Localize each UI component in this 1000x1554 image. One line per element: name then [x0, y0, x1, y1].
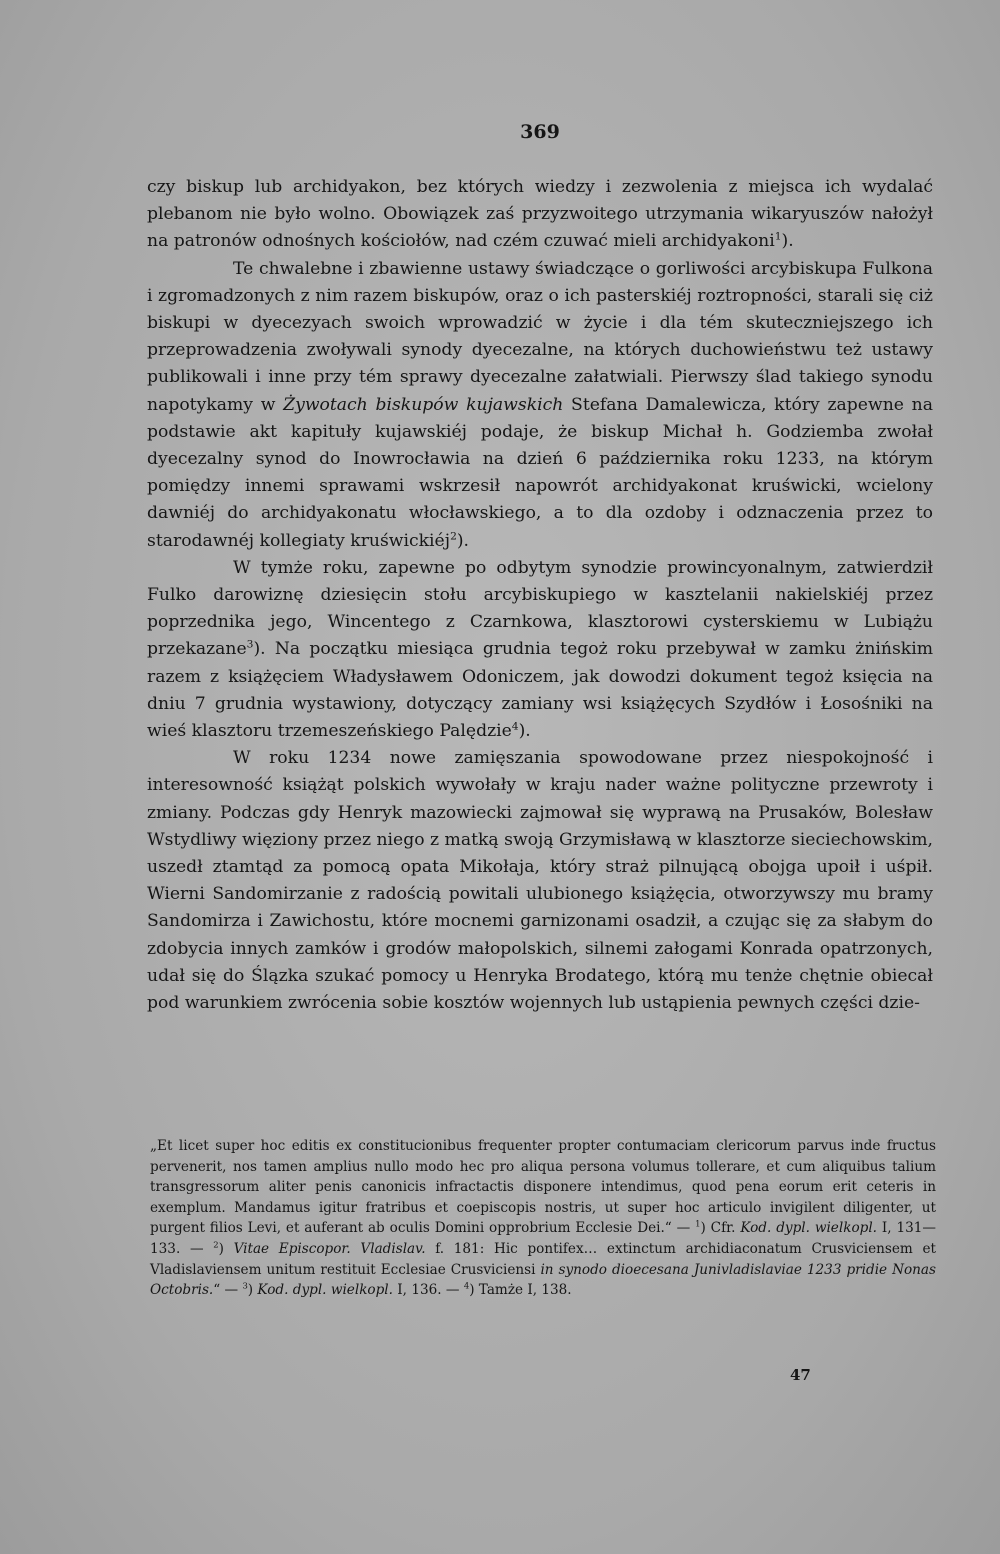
- footnote-1: [150, 1136, 936, 1301]
- paragraph-3: [147, 555, 933, 745]
- text-run: ).: [456, 530, 470, 551]
- footnote-marker: 2: [213, 1239, 219, 1250]
- text-run: I, 136. —: [392, 1282, 464, 1299]
- footnote-marker: 1: [695, 1218, 701, 1229]
- text-run: Te chwalebne i zbawienne ustawy świadczące o gorliwości arcybiskupa Fulkona i zgromadzonych z nim razem biskupów, oraz o ich pasterskiéj roztropności, starali się ciż biskupi w dyecezyach swoich wprowadzić w życie i dla tém skuteczniejszego ich przeprowadzenia zwoływali synody dyecezalne, na których duchowieństwu też ustawy publikowali i inne przy tém sprawy dyecezalne załatwiali. Pierwszy ślad takiego synodu napotykamy w: [147, 258, 933, 415]
- italic-title: Kod. dypl. wielkopl.: [740, 1220, 877, 1237]
- text-run: ) Cfr.: [700, 1220, 741, 1237]
- paragraph-1: [147, 174, 933, 256]
- text-run: ).: [518, 721, 531, 742]
- text-run: ).: [781, 231, 794, 252]
- text-run: I, 131—133. —: [150, 1220, 936, 1257]
- page-number: 369: [520, 121, 560, 143]
- footnote-marker: 1: [774, 229, 782, 243]
- text-run: W tymże roku, zapewne po odbytym synodzie prowincyonalnym, zatwierdził Fulko darowiznę dziesięcin stołu arcybiskupiego w kasztelanii nakielskiéj przez poprzednika jego, Wincentego z Czarnkowa, klasztorowi cysterskiemu w Lubiążu przekazane: [147, 557, 933, 660]
- footnotes: [150, 1136, 936, 1301]
- footnote-marker: 4: [463, 1280, 470, 1291]
- italic-title: in synodo dioecesana Junivladislaviae 1233 pridie Nonas Octobris.: [150, 1261, 936, 1299]
- footnote-marker: 3: [242, 1280, 248, 1291]
- text-run: ) Tamże I, 138.: [469, 1282, 572, 1299]
- paragraph-4: [147, 745, 933, 1017]
- text-run: ). Na początku miesiąca grudnia tegoż roku przebywał w zamku żnińskim razem z książęciem Władysławem Odoniczem, jak dowodzi dokument tegoż księcia na dniu 7 grudnia wystawiony, dotyczący zamiany wsi książęcych Szydłów i Łosośniki na wieś klasztoru trzemeszeńskiego Palędzie: [147, 639, 933, 742]
- text-run: ): [247, 1282, 258, 1299]
- text-run: czy biskup lub archidyakon, bez których wiedzy i zezwolenia z miejsca ich wydalać plebanom nie było wolno. Obowiązek zaś przyzwoitego utrzymania wikaryuszów nałożył na patronów odnośnych kościołów, nad czém czuwać mieli archidyakoni: [147, 177, 933, 252]
- paragraph-2: [147, 256, 933, 555]
- footnote-marker: 2: [450, 528, 457, 542]
- footnote-marker: 4: [511, 719, 519, 733]
- text-run: “ —: [213, 1282, 243, 1299]
- text-run: „Et licet super hoc editis ex constitucionibus frequenter propter contumaciam clericorum parvus inde fructus pervenerit, nos tamen amplius nullo modo hec pro aliqua persona volumus tollerare, et cum aliquibus talium transgressorum aliter penis canonicis infractactis disponere intendimus, quod pena eorum erit ceteris in exemplum. Mandamus igitur fratribus et coepiscopis nostris, ut super hoc articulo invigilent diligenter, ut purgent filios Levi, et auferant ab oculis Domini opprobrium Ecclesie Dei.“ —: [150, 1138, 936, 1237]
- printer-signature: 47: [790, 1366, 811, 1384]
- text-run: ): [218, 1240, 234, 1257]
- italic-title: Vitae Episcopor. Vladislav.: [233, 1240, 426, 1257]
- italic-title: Kod. dypl. wielkopl.: [257, 1282, 393, 1299]
- footnote-marker: 3: [246, 637, 254, 651]
- main-text: [147, 174, 933, 1017]
- italic-title: Żywotach biskupów kujawskich: [283, 394, 564, 415]
- text-run: Stefana Damalewicza, który zapewne na podstawie akt kapituły kujawskiéj podaje, że biskup Michał h. Godziemba zwołał dyecezalny synod do Inowrocławia na dzień 6 października roku 1233, na którym pomiędzy innemi sprawami wskrzesił napowrót archidyakonat kruświcki, wcielony dawniéj do archidyakonatu włocławskiego, a to dla ozdoby i odznaczenia przez to starodawnéj kollegiaty kruświckiéj: [147, 394, 933, 551]
- text-run: W roku 1234 nowe zamięszania spowodowane przez niespokojność i interesowność książąt polskich wywołały w kraju nader ważne polityczne przewroty i zmiany. Podczas gdy Henryk mazowiecki zajmował się wyprawą na Prusaków, Bolesław Wstydliwy więziony przez niego z matką swoją Grzymisławą w klasztorze sieciechowskim, uszedł ztamtąd za pomocą opata Mikołaja, który straż pilnującą obojga upoił i uśpił. Wierni Sandomirzanie z radością powitali ulubionego książęcia, otworzywszy mu bramy Sandomirza i Zawichostu, które mocnemi garnizonami osadził, a czując się za słabym do zdobycia innych zamków i grodów małopolskich, silnemi załogami Konrada opatrzonych, udał się do Ślązka szukać pomocy u Henryka Brodatego, którą mu tenże chętnie obiecał pod warunkiem zwrócenia sobie kosztów wojennych lub ustąpienia pewnych części dzie-: [147, 748, 934, 1014]
- text-run: f. 181: Hic pontifex… extinctum archidiaconatum Crusviciensem et Vladislaviensem unitum restituit Ecclesiae Crusviciensi: [150, 1240, 937, 1278]
